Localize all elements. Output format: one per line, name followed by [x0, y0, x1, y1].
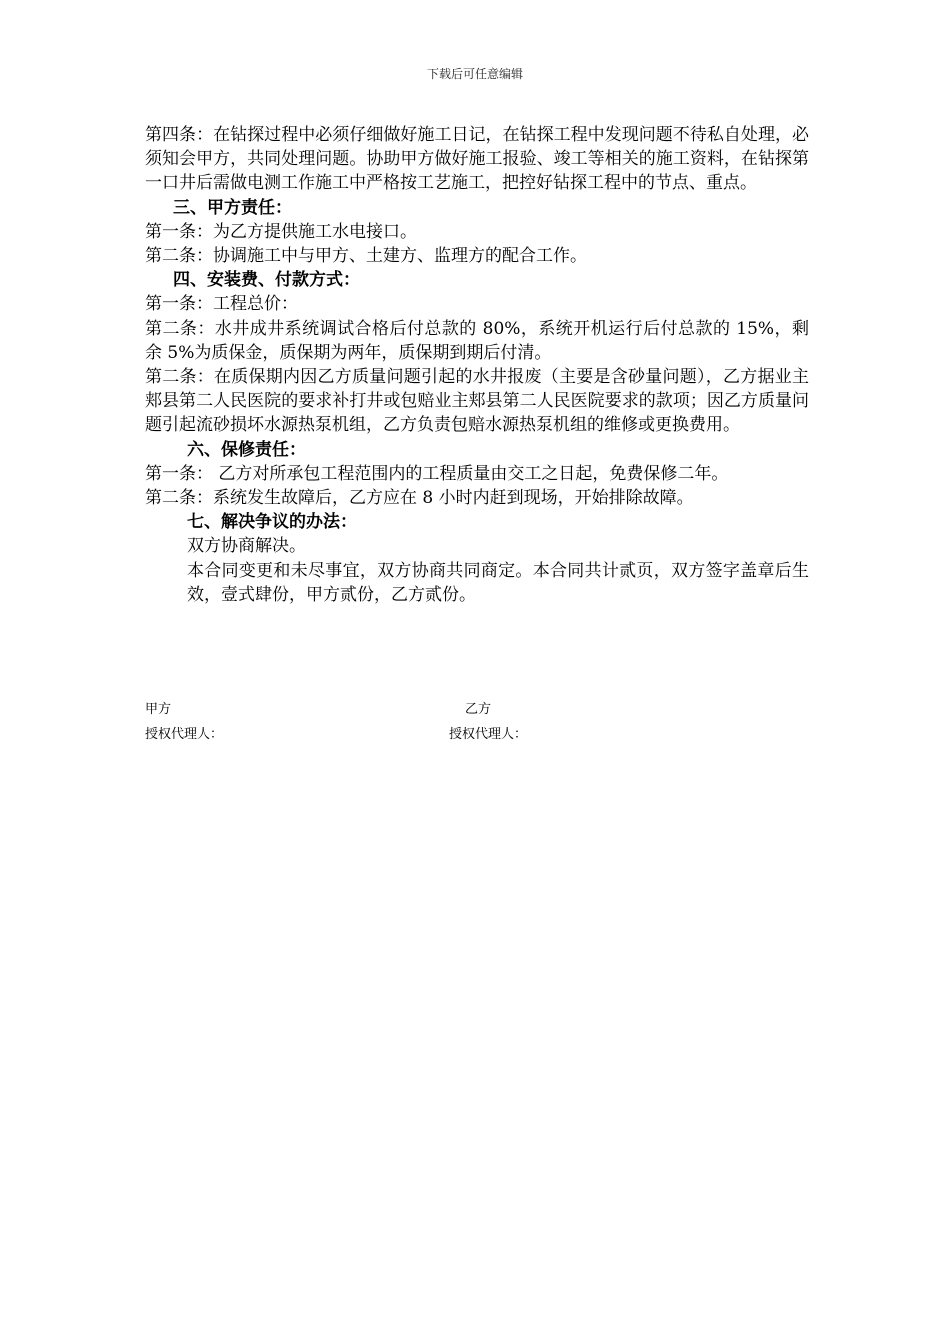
contract-body — [145, 123, 809, 607]
section-heading-payment: 四、安装费、付款方式： — [173, 270, 360, 291]
clause-paragraph: 双方协商解决。 — [187, 536, 306, 557]
clause-paragraph: 第一条：工程总价： — [145, 294, 298, 315]
clause-paragraph: 第二条：在质保期内因乙方质量问题引起的水井报废（主要是含砂量问题），乙方据业主郏县第二人民医院的要求补打井或包赔业主郏县第二人民医院要求的款项；因乙方质量问题引起流砂损坏水源热泵机组，乙方负责包赔水源热泵机组的维修或更换费用。 — [145, 367, 809, 436]
clause-paragraph: 第二条：系统发生故障后，乙方应在 8 小时内赶到现场，开始排除故障。 — [145, 488, 694, 509]
clause-paragraph: 第一条： 乙方对所承包工程范围内的工程质量由交工之日起，免费保修二年。 — [145, 463, 729, 484]
clause-paragraph: 第一条：为乙方提供施工水电接口。 — [145, 221, 417, 242]
agent-party-b: 授权代理人： — [449, 727, 528, 742]
clause-paragraph: 第二条：水井成井系统调试合格后付总款的 80%，系统开机运行后付总款的 15%，剩余 5%为质保金，质保期为两年，质保期到期后付清。 — [145, 318, 809, 363]
section-heading-party-a-duties: 三、甲方责任： — [173, 197, 292, 218]
section-heading-dispute: 七、解决争议的办法： — [187, 512, 357, 533]
agent-party-a: 授权代理人： — [145, 727, 224, 742]
signature-party-a: 甲方 — [145, 702, 172, 717]
closing-paragraph — [145, 559, 809, 607]
signature-party-b: 乙方 — [465, 702, 492, 717]
page-header: 下载后可任意编辑 — [426, 67, 523, 81]
closing-text: 本合同变更和未尽事宜，双方协商共同商定。本合同共计贰页，双方签字盖章后生效，壹式肆份，甲方贰份，乙方贰份。 — [187, 560, 809, 605]
clause-paragraph: 第二条：协调施工中与甲方、土建方、监理方的配合工作。 — [145, 246, 587, 267]
clause-four-paragraph: 第四条：在钻探过程中必须仔细做好施工日记，在钻探工程中发现问题不待私自处理，必须知会甲方，共同处理问题。协助甲方做好施工报验、竣工等相关的施工资料，在钻探第一口井后需做电测工作施工中严格按工艺施工，把控好钻探工程中的节点、重点。 — [145, 125, 809, 194]
section-heading-warranty: 六、保修责任： — [187, 439, 306, 460]
